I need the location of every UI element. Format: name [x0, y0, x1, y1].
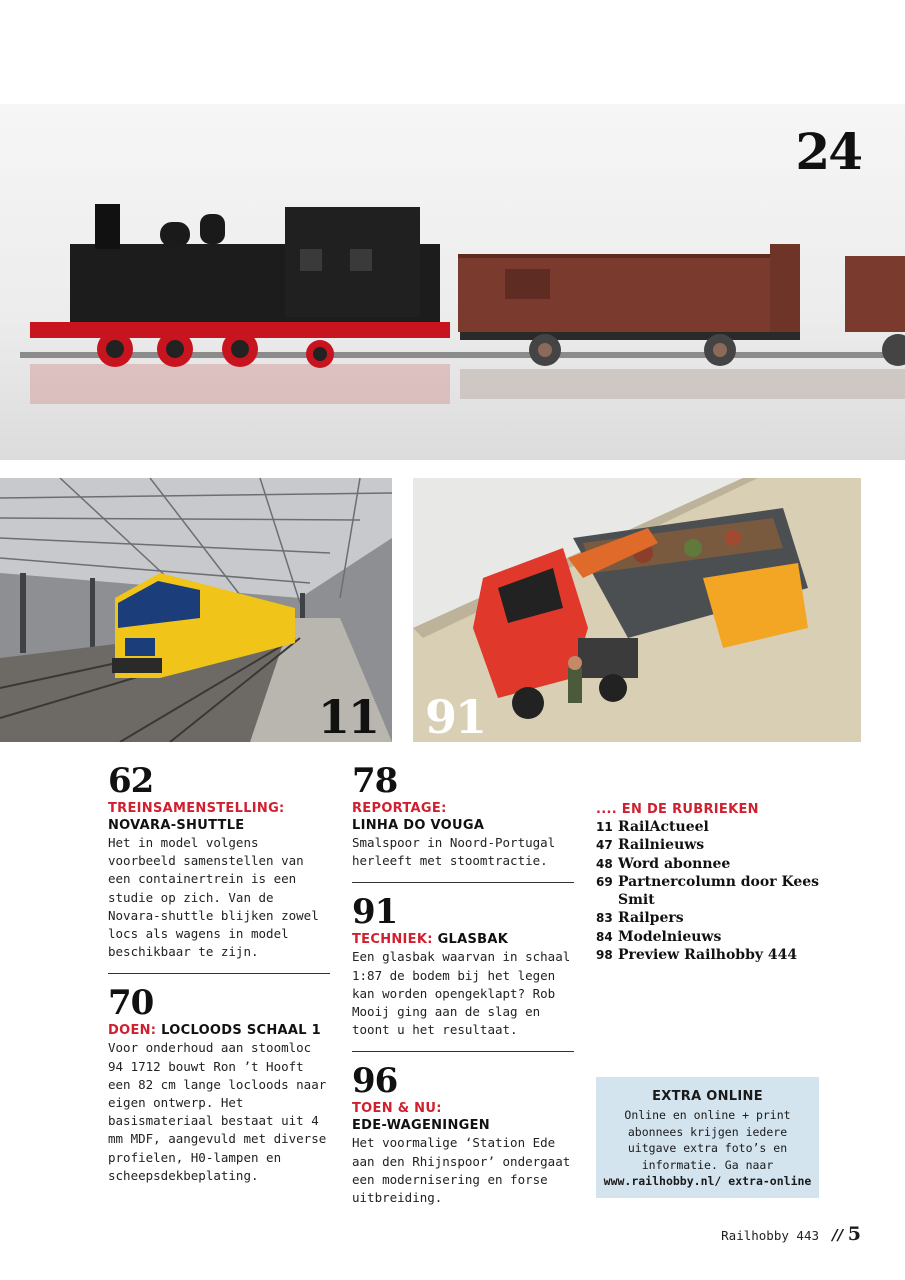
rubriek-title: Modelnieuws	[618, 928, 722, 945]
article-62[interactable]	[108, 761, 330, 961]
article-page-number: 78	[352, 761, 398, 801]
article-page-number: 91	[352, 892, 398, 933]
rubriek-page: 47	[596, 838, 613, 853]
article-category: TREINSAMENSTELLING:	[108, 801, 285, 816]
rubriek-item[interactable]	[596, 946, 826, 964]
photo-page-number: 24	[795, 122, 861, 181]
rubriek-title: Railpers	[618, 910, 684, 927]
rubriek-title: RailActueel	[618, 819, 709, 835]
article-title: NOVARA-SHUTTLE	[108, 818, 245, 833]
rubrieken-heading: .... EN DE RUBRIEKEN	[596, 802, 759, 817]
photo-page-number: 91	[425, 690, 486, 742]
divider	[108, 973, 330, 974]
rubriek-title: Preview Railhobby 444	[618, 947, 798, 964]
divider	[352, 1051, 574, 1052]
article-kicker	[352, 1100, 574, 1134]
article-kicker	[108, 1022, 330, 1039]
article-title: LOCLOODS SCHAAL 1	[161, 1023, 322, 1039]
rubrieken-section	[596, 801, 826, 964]
extra-online-body: Online en online + print abonnees krijgen iedere uitgave extra foto’s en informatie. Ga naar	[624, 1108, 791, 1172]
footer-magazine: Railhobby 443	[721, 1228, 819, 1243]
toc-column-2	[352, 761, 574, 1207]
article-category: TECHNIEK:	[352, 932, 433, 948]
footer-page-number: 5	[847, 1223, 861, 1245]
extra-online-text	[596, 1107, 819, 1190]
article-78[interactable]	[352, 761, 574, 870]
photo-train-station	[0, 478, 392, 742]
article-description: Het voormalige ‘Station Ede aan den Rhijnspoor’ ondergaat een modernisering en forse uitbreiding.	[352, 1135, 571, 1206]
rubriek-item[interactable]	[596, 818, 826, 836]
divider	[352, 882, 574, 883]
rubriek-page: 98	[596, 948, 613, 963]
rubriek-page: 11	[596, 820, 613, 834]
article-category: REPORTAGE:	[352, 801, 447, 816]
rubriek-page: 48	[596, 856, 613, 871]
article-page-number: 70	[108, 983, 154, 1024]
extra-online-box	[596, 1077, 819, 1198]
article-description: Smalspoor in Noord-Portugal herleeft met stoomtractie.	[352, 835, 556, 869]
article-kicker	[108, 800, 330, 834]
article-description: Voor onderhoud aan stoomloc 94 1712 bouwt Ron ’t Hooft een 82 cm lange locloods naar eigen ontwerp. Het basismateriaal bestaat uit 4 mm MDF, aangevuld met diverse profielen, H0-lampen en scheepsdekbeplating.	[108, 1040, 327, 1183]
rubriek-page: 69	[596, 874, 613, 889]
article-kicker	[352, 800, 574, 834]
article-category: DOEN:	[108, 1023, 157, 1039]
photo-page-number: 11	[317, 690, 378, 742]
rubriek-item[interactable]	[596, 855, 826, 873]
rubriek-page: 83	[596, 911, 613, 926]
rubriek-title: Partnercolumn door Kees Smit	[618, 873, 820, 909]
rubriek-page: 84	[596, 929, 613, 944]
rubriek-title: Word abonnee	[618, 855, 731, 872]
rubriek-item[interactable]	[596, 928, 826, 946]
article-description: Het in model volgens voorbeeld samenstellen van een containertrein is een studie op zich. Van de Novara-shuttle blijken zowel locs als wagens in model beschikbaar te zijn.	[108, 835, 319, 960]
rubriek-item[interactable]	[596, 873, 826, 910]
extra-online-link[interactable]: www.railhobby.nl/ extra-online	[603, 1174, 812, 1188]
article-kicker	[352, 931, 574, 948]
article-title: EDE-WAGENINGEN	[352, 1118, 490, 1134]
rubrieken-list	[596, 818, 826, 964]
footer-separator: //	[832, 1226, 843, 1244]
article-91[interactable]	[352, 892, 574, 1039]
rubriek-item[interactable]	[596, 909, 826, 927]
rubriek-title: Railnieuws	[618, 837, 705, 854]
article-70[interactable]	[108, 983, 330, 1185]
article-title: GLASBAK	[437, 932, 509, 948]
toc-column-1	[108, 761, 330, 1185]
photo-model-truck	[413, 478, 861, 742]
article-page-number: 62	[108, 761, 154, 801]
article-description: Een glasbak waarvan in schaal 1:87 de bodem bij het legen kan worden opengeklapt? Rob Mooij ging aan de slag en toont u het resultaat.	[352, 949, 571, 1038]
article-page-number: 96	[352, 1061, 398, 1102]
photo-steam-locomotive	[0, 104, 905, 460]
article-title: LINHA DO VOUGA	[352, 818, 485, 833]
article-96[interactable]	[352, 1061, 574, 1207]
extra-online-title: EXTRA ONLINE	[652, 1089, 763, 1104]
article-category: TOEN & NU:	[352, 1101, 442, 1117]
rubriek-item[interactable]	[596, 836, 826, 854]
